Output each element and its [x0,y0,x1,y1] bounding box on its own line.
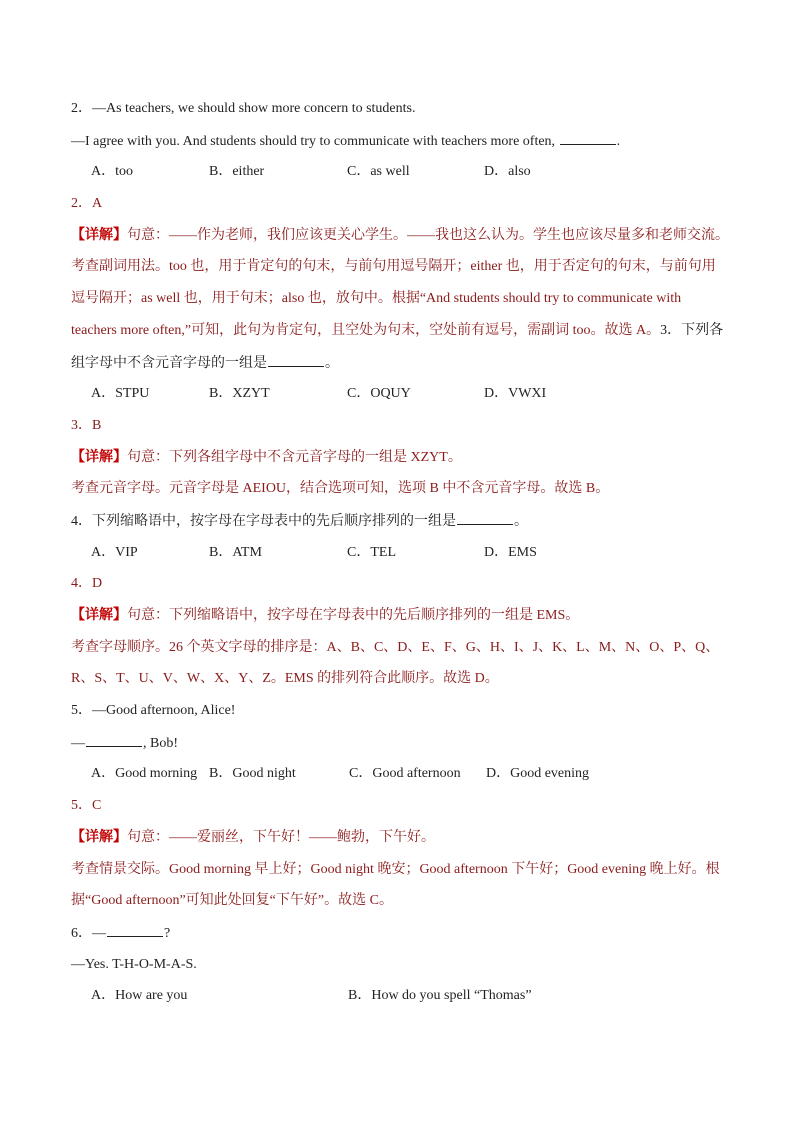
q6-stem-line1 [71,922,731,954]
q3-explain-text1: 句意：下列各组字母中不含元音字母的一组是 XZYT。 [127,449,462,465]
q5-option-d: D．Good evening [486,766,590,782]
q3-option-b: B．XZYT [209,386,270,402]
q3-stem-text: 组字母中不含元音字母的一组是 [71,355,267,371]
q6-option-a: A．How are you [91,988,188,1004]
q3-stem-start: 3．下列各 [660,322,724,338]
q2-options [71,161,731,193]
q2-option-c: C．as well [347,164,410,180]
q5-blank [86,732,142,747]
q2-explain-line1 [71,225,731,257]
q3-stem [71,352,731,384]
q3-answer: 3．B [71,417,102,433]
q3-explain-line1 [71,447,731,479]
q3-option-c: C．OQUY [347,386,411,402]
q2-detail-tag: 【详解】 [71,227,127,243]
q2-stem-line2 [71,130,731,162]
q6-option-b: B．How do you spell “Thomas” [348,988,532,1004]
q4-option-b: B．ATM [209,544,262,560]
q4-option-a: A．VIP [91,544,138,560]
q6-options [71,985,731,1017]
q4-option-d: D．EMS [484,544,537,560]
q5-dash: — [71,735,85,751]
q4-options [71,542,731,574]
q2-explain-text4: teachers more often,”可知，此句为肯定句，且空处为句末，空处前有逗号，需副词 too。故选 A。 [71,322,661,338]
q5-option-a: A．Good morning [91,766,198,782]
q3-option-d: D．VWXI [484,386,547,402]
q4-option-c: C．TEL [347,544,396,560]
q4-stem-text: 4．下列缩略语中，按字母在字母表中的先后顺序排列的一组是 [71,513,456,529]
q2-option-a: A．too [91,164,133,180]
q6-stem-line2: —Yes. T-H-O-M-A-S. [71,956,197,972]
q5-explain-line1 [71,827,731,859]
q4-blank [457,510,513,525]
q4-stem [71,510,731,542]
q2-stem-end: . [616,133,621,149]
q2-explain-line3: 逗号隔开；as well 也，用于句末；also 也，放句中。根据“And students should try to communicate with [71,291,682,307]
q2-explain-line4 [71,320,731,352]
worksheet-page [71,98,731,1017]
q5-answer: 5．C [71,798,102,814]
q2-stem-text: —I agree with you. And students should try to communicate with teachers more often, [71,133,559,149]
q2-blank [560,130,616,145]
q4-answer: 4．D [71,576,103,592]
q4-explain-text1: 句意：下列缩略语中，按字母在字母表中的先后顺序排列的一组是 EMS。 [127,608,580,623]
q3-detail-tag: 【详解】 [71,449,127,465]
q2-explain-text1: 句意：——作为老师，我们应该更关心学生。——我也这么认为。学生也应该尽量多和老师交流。 [127,227,729,243]
q5-explain-line3: 据“Good afternoon”可知此处回复“下午好”。故选 C。 [71,893,393,909]
q4-detail-tag: 【详解】 [71,608,127,623]
q5-stem-end: , Bob! [143,735,178,751]
q4-stem-end: 。 [514,513,528,529]
q5-stem-line1: 5．—Good afternoon, Alice! [71,703,236,719]
q3-stem-end: 。 [325,355,339,371]
q3-explain-line2: 考查元音字母。元音字母是 AEIOU，结合选项可知，选项 B 中不含元音字母。故选 B。 [71,481,610,497]
q2-option-d: D．also [484,164,531,180]
q5-detail-tag: 【详解】 [71,829,127,845]
q4-explain-line1 [71,605,731,637]
q5-options [71,763,731,795]
q4-explain-line2: 考查字母顺序。26 个英文字母的排序是：A、B、C、D、E、F、G、H、I、J、K、L、M、N、O、P、Q、 [71,639,720,655]
q2-option-b: B．either [209,164,265,180]
q5-option-b: B．Good night [209,766,296,782]
q5-stem-line2 [71,732,731,764]
q5-explain-line2: 考查情景交际。Good morning 早上好；Good night 晚安；Good afternoon 下午好；Good evening 晚上好。根 [71,861,720,877]
q6-blank [107,922,163,937]
q5-explain-text1: 句意：——爱丽丝，下午好！——鲍勃，下午好。 [127,829,435,845]
q6-stem-end: ? [164,925,171,941]
q2-answer: 2．A [71,196,103,212]
q4-explain-line3: R、S、T、U、V、W、X、Y、Z。EMS 的排列符合此顺序。故选 D。 [71,671,499,687]
q2-stem-line1: 2．—As teachers, we should show more concern to students. [71,101,416,116]
q3-options [71,383,731,415]
q2-explain-line2: 考查副词用法。too 也，用于肯定句的句末，与前句用逗号隔开；either 也，用于否定句的句末，与前句用 [71,259,716,275]
q5-option-c: C．Good afternoon [349,766,461,782]
q3-blank [268,352,324,367]
q6-stem-text: 6．— [71,925,106,941]
q3-option-a: A．STPU [91,386,150,402]
